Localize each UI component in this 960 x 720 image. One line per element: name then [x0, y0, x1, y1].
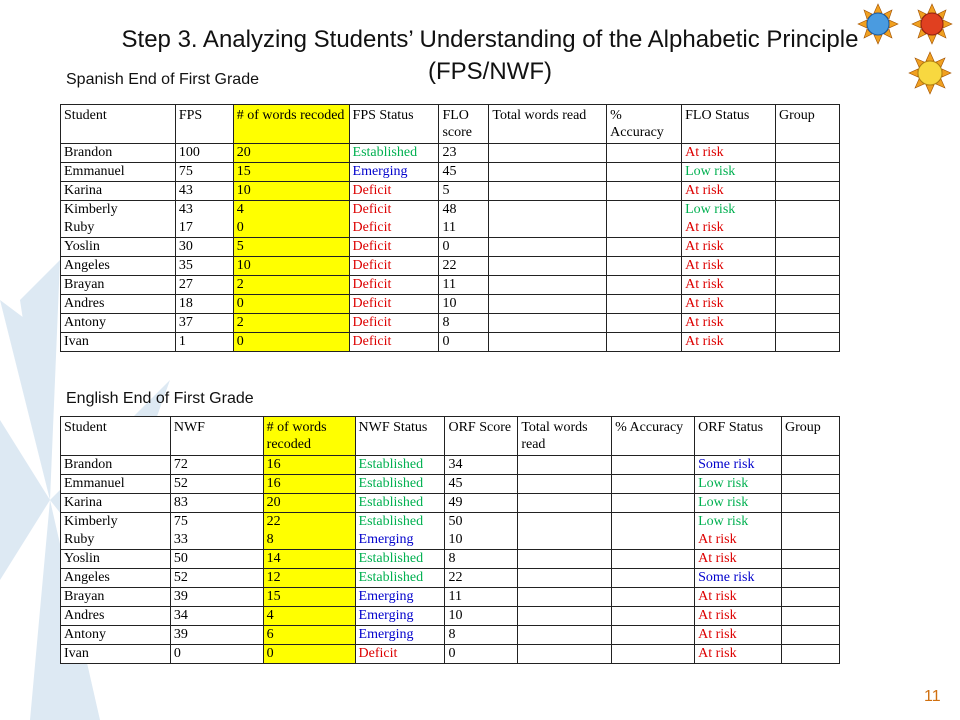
student-cell: Yoslin [61, 238, 176, 257]
fluency-status-cell: Low risk [695, 494, 782, 513]
table-row [61, 333, 840, 352]
header-fps: FPS [175, 105, 233, 144]
spanish-caption: Spanish End of First Grade [66, 71, 259, 88]
student-cell: Ivan [61, 333, 176, 352]
accuracy-cell [612, 494, 695, 513]
score-cell: 35 [175, 257, 233, 276]
header-flo-score: FLO score [439, 105, 489, 144]
fluency-score-cell: 8 [445, 550, 518, 569]
status-cell: Established [355, 569, 445, 588]
accuracy-cell [607, 276, 682, 295]
fluency-score-cell: 48 [439, 201, 489, 220]
accuracy-cell [607, 219, 682, 238]
score-cell: 34 [170, 607, 263, 626]
fluency-score-cell: 34 [445, 456, 518, 475]
group-cell [782, 531, 840, 550]
words-recoded-cell: 2 [233, 276, 349, 295]
accuracy-cell [607, 257, 682, 276]
score-cell: 75 [170, 513, 263, 532]
student-cell: Kimberly [61, 513, 171, 532]
table-row [61, 257, 840, 276]
score-cell: 0 [170, 645, 263, 664]
fluency-score-cell: 5 [439, 182, 489, 201]
total-words-cell [489, 276, 607, 295]
total-words-cell [518, 475, 612, 494]
student-cell: Brandon [61, 456, 171, 475]
status-cell: Established [355, 475, 445, 494]
accuracy-cell [612, 513, 695, 532]
score-cell: 52 [170, 569, 263, 588]
fluency-score-cell: 10 [445, 607, 518, 626]
fluency-score-cell: 50 [445, 513, 518, 532]
group-cell [776, 295, 840, 314]
table-row [61, 550, 840, 569]
words-recoded-cell: 22 [263, 513, 355, 532]
fluency-status-cell: At risk [682, 295, 776, 314]
accuracy-cell [612, 550, 695, 569]
fluency-score-cell: 11 [445, 588, 518, 607]
table-row [61, 494, 840, 513]
status-cell: Deficit [349, 219, 439, 238]
header-words-recoded: # of words recoded [263, 417, 355, 456]
total-words-cell [489, 201, 607, 220]
words-recoded-cell: 10 [233, 182, 349, 201]
header-fps-status: FPS Status [349, 105, 439, 144]
status-cell: Emerging [355, 588, 445, 607]
header-accuracy: % Accuracy [607, 105, 682, 144]
group-cell [782, 626, 840, 645]
table-row [61, 219, 840, 238]
status-cell: Deficit [349, 182, 439, 201]
student-cell: Yoslin [61, 550, 171, 569]
table-row [61, 163, 840, 182]
accuracy-cell [612, 531, 695, 550]
score-cell: 43 [175, 201, 233, 220]
group-cell [782, 475, 840, 494]
score-cell: 39 [170, 626, 263, 645]
red-sun-icon [912, 4, 952, 44]
yellow-sun-icon [909, 52, 951, 94]
score-cell: 30 [175, 238, 233, 257]
blue-sun-icon [858, 4, 898, 44]
score-cell: 37 [175, 314, 233, 333]
words-recoded-cell: 8 [263, 531, 355, 550]
score-cell: 17 [175, 219, 233, 238]
accuracy-cell [612, 607, 695, 626]
header-student: Student [61, 417, 171, 456]
student-cell: Emmanuel [61, 475, 171, 494]
student-cell: Karina [61, 182, 176, 201]
score-cell: 50 [170, 550, 263, 569]
fluency-status-cell: At risk [682, 144, 776, 163]
student-cell: Antony [61, 626, 171, 645]
score-cell: 83 [170, 494, 263, 513]
status-cell: Deficit [355, 645, 445, 664]
english-caption: English End of First Grade [66, 390, 254, 407]
status-cell: Established [355, 494, 445, 513]
accuracy-cell [607, 201, 682, 220]
group-cell [776, 314, 840, 333]
total-words-cell [489, 163, 607, 182]
group-cell [776, 144, 840, 163]
words-recoded-cell: 20 [233, 144, 349, 163]
title-line-2: (FPS/NWF) [428, 58, 552, 85]
total-words-cell [518, 626, 612, 645]
table-row [61, 475, 840, 494]
fluency-status-cell: Low risk [682, 201, 776, 220]
words-recoded-cell: 6 [263, 626, 355, 645]
accuracy-cell [612, 569, 695, 588]
student-cell: Brayan [61, 276, 176, 295]
table-row [61, 645, 840, 664]
fluency-score-cell: 10 [439, 295, 489, 314]
fluency-status-cell: At risk [682, 314, 776, 333]
total-words-cell [489, 144, 607, 163]
accuracy-cell [612, 475, 695, 494]
english-body [61, 456, 840, 664]
score-cell: 27 [175, 276, 233, 295]
student-cell: Brayan [61, 588, 171, 607]
header-total-words: Total words read [489, 105, 607, 144]
status-cell: Established [355, 456, 445, 475]
score-cell: 1 [175, 333, 233, 352]
table-row [61, 588, 840, 607]
header-group: Group [776, 105, 840, 144]
total-words-cell [518, 588, 612, 607]
header-student: Student [61, 105, 176, 144]
student-cell: Emmanuel [61, 163, 176, 182]
score-cell: 33 [170, 531, 263, 550]
header-nwf: NWF [170, 417, 263, 456]
status-cell: Emerging [355, 531, 445, 550]
fluency-status-cell: At risk [682, 238, 776, 257]
sun-icons-group [852, 0, 960, 100]
table-row [61, 569, 840, 588]
header-orf-score: ORF Score [445, 417, 518, 456]
total-words-cell [518, 550, 612, 569]
english-table [60, 416, 840, 664]
words-recoded-cell: 12 [263, 569, 355, 588]
accuracy-cell [607, 238, 682, 257]
total-words-cell [489, 238, 607, 257]
total-words-cell [518, 569, 612, 588]
status-cell: Deficit [349, 238, 439, 257]
fluency-status-cell: At risk [695, 645, 782, 664]
words-recoded-cell: 0 [233, 295, 349, 314]
group-cell [782, 513, 840, 532]
words-recoded-cell: 0 [233, 219, 349, 238]
header-words-recoded: # of words recoded [233, 105, 349, 144]
student-cell: Karina [61, 494, 171, 513]
header-orf-status: ORF Status [695, 417, 782, 456]
table-row [61, 531, 840, 550]
fluency-score-cell: 22 [439, 257, 489, 276]
status-cell: Deficit [349, 314, 439, 333]
fluency-score-cell: 49 [445, 494, 518, 513]
header-total-words: Total words read [518, 417, 612, 456]
group-cell [776, 163, 840, 182]
table-row [61, 144, 840, 163]
student-cell: Kimberly [61, 201, 176, 220]
english-header-row [61, 417, 840, 456]
table-row [61, 295, 840, 314]
fluency-status-cell: At risk [682, 219, 776, 238]
words-recoded-cell: 16 [263, 456, 355, 475]
group-cell [782, 456, 840, 475]
accuracy-cell [612, 588, 695, 607]
group-cell [782, 569, 840, 588]
fluency-status-cell: At risk [695, 588, 782, 607]
fluency-status-cell: Low risk [682, 163, 776, 182]
score-cell: 39 [170, 588, 263, 607]
table-row [61, 626, 840, 645]
group-cell [782, 645, 840, 664]
accuracy-cell [607, 163, 682, 182]
status-cell: Established [355, 550, 445, 569]
fluency-status-cell: At risk [682, 182, 776, 201]
total-words-cell [489, 182, 607, 201]
group-cell [782, 607, 840, 626]
header-group: Group [782, 417, 840, 456]
words-recoded-cell: 2 [233, 314, 349, 333]
fluency-score-cell: 8 [439, 314, 489, 333]
group-cell [776, 276, 840, 295]
score-cell: 43 [175, 182, 233, 201]
student-cell: Angeles [61, 569, 171, 588]
fluency-status-cell: Some risk [695, 569, 782, 588]
fluency-status-cell: Low risk [695, 475, 782, 494]
group-cell [776, 219, 840, 238]
student-cell: Andres [61, 295, 176, 314]
student-cell: Brandon [61, 144, 176, 163]
total-words-cell [489, 333, 607, 352]
words-recoded-cell: 5 [233, 238, 349, 257]
student-cell: Antony [61, 314, 176, 333]
score-cell: 100 [175, 144, 233, 163]
page-number: 11 [924, 688, 941, 705]
words-recoded-cell: 0 [233, 333, 349, 352]
fluency-status-cell: At risk [682, 257, 776, 276]
fluency-score-cell: 0 [439, 238, 489, 257]
title-line-1: Step 3. Analyzing Students’ Understanding of the Alphabetic Principle [121, 26, 859, 53]
spanish-body [61, 144, 840, 352]
fluency-score-cell: 45 [439, 163, 489, 182]
total-words-cell [518, 494, 612, 513]
fluency-score-cell: 22 [445, 569, 518, 588]
total-words-cell [489, 219, 607, 238]
total-words-cell [518, 645, 612, 664]
status-cell: Established [355, 513, 445, 532]
total-words-cell [518, 456, 612, 475]
status-cell: Emerging [349, 163, 439, 182]
total-words-cell [489, 295, 607, 314]
table-row [61, 201, 840, 220]
status-cell: Deficit [349, 333, 439, 352]
table-row [61, 513, 840, 532]
table-row [61, 276, 840, 295]
fluency-status-cell: At risk [695, 531, 782, 550]
words-recoded-cell: 4 [263, 607, 355, 626]
group-cell [776, 257, 840, 276]
words-recoded-cell: 4 [233, 201, 349, 220]
student-cell: Andres [61, 607, 171, 626]
table-row [61, 607, 840, 626]
total-words-cell [489, 257, 607, 276]
accuracy-cell [607, 182, 682, 201]
group-cell [776, 238, 840, 257]
status-cell: Emerging [355, 607, 445, 626]
words-recoded-cell: 20 [263, 494, 355, 513]
score-cell: 18 [175, 295, 233, 314]
group-cell [782, 588, 840, 607]
fluency-status-cell: At risk [682, 276, 776, 295]
fluency-status-cell: At risk [682, 333, 776, 352]
header-flo-status: FLO Status [682, 105, 776, 144]
group-cell [776, 182, 840, 201]
fluency-score-cell: 45 [445, 475, 518, 494]
total-words-cell [518, 513, 612, 532]
fluency-score-cell: 0 [445, 645, 518, 664]
score-cell: 72 [170, 456, 263, 475]
header-nwf-status: NWF Status [355, 417, 445, 456]
fluency-status-cell: At risk [695, 550, 782, 569]
group-cell [782, 494, 840, 513]
table-row [61, 182, 840, 201]
words-recoded-cell: 10 [233, 257, 349, 276]
accuracy-cell [612, 626, 695, 645]
accuracy-cell [607, 333, 682, 352]
student-cell: Ruby [61, 531, 171, 550]
status-cell: Deficit [349, 295, 439, 314]
status-cell: Deficit [349, 257, 439, 276]
accuracy-cell [607, 144, 682, 163]
header-accuracy: % Accuracy [612, 417, 695, 456]
fluency-score-cell: 10 [445, 531, 518, 550]
fluency-status-cell: At risk [695, 626, 782, 645]
status-cell: Deficit [349, 201, 439, 220]
fluency-status-cell: Low risk [695, 513, 782, 532]
group-cell [776, 201, 840, 220]
words-recoded-cell: 15 [263, 588, 355, 607]
total-words-cell [489, 314, 607, 333]
accuracy-cell [607, 295, 682, 314]
fluency-status-cell: Some risk [695, 456, 782, 475]
student-cell: Angeles [61, 257, 176, 276]
fluency-score-cell: 8 [445, 626, 518, 645]
group-cell [776, 333, 840, 352]
student-cell: Ruby [61, 219, 176, 238]
fluency-score-cell: 23 [439, 144, 489, 163]
table-row [61, 238, 840, 257]
group-cell [782, 550, 840, 569]
words-recoded-cell: 15 [233, 163, 349, 182]
fluency-status-cell: At risk [695, 607, 782, 626]
status-cell: Established [349, 144, 439, 163]
score-cell: 52 [170, 475, 263, 494]
table-row [61, 456, 840, 475]
fluency-score-cell: 0 [439, 333, 489, 352]
total-words-cell [518, 531, 612, 550]
accuracy-cell [612, 456, 695, 475]
table-row [61, 314, 840, 333]
accuracy-cell [607, 314, 682, 333]
spanish-table [60, 104, 840, 352]
fluency-score-cell: 11 [439, 276, 489, 295]
status-cell: Emerging [355, 626, 445, 645]
status-cell: Deficit [349, 276, 439, 295]
accuracy-cell [612, 645, 695, 664]
score-cell: 75 [175, 163, 233, 182]
fluency-score-cell: 11 [439, 219, 489, 238]
total-words-cell [518, 607, 612, 626]
student-cell: Ivan [61, 645, 171, 664]
words-recoded-cell: 14 [263, 550, 355, 569]
spanish-header-row [61, 105, 840, 144]
words-recoded-cell: 16 [263, 475, 355, 494]
words-recoded-cell: 0 [263, 645, 355, 664]
